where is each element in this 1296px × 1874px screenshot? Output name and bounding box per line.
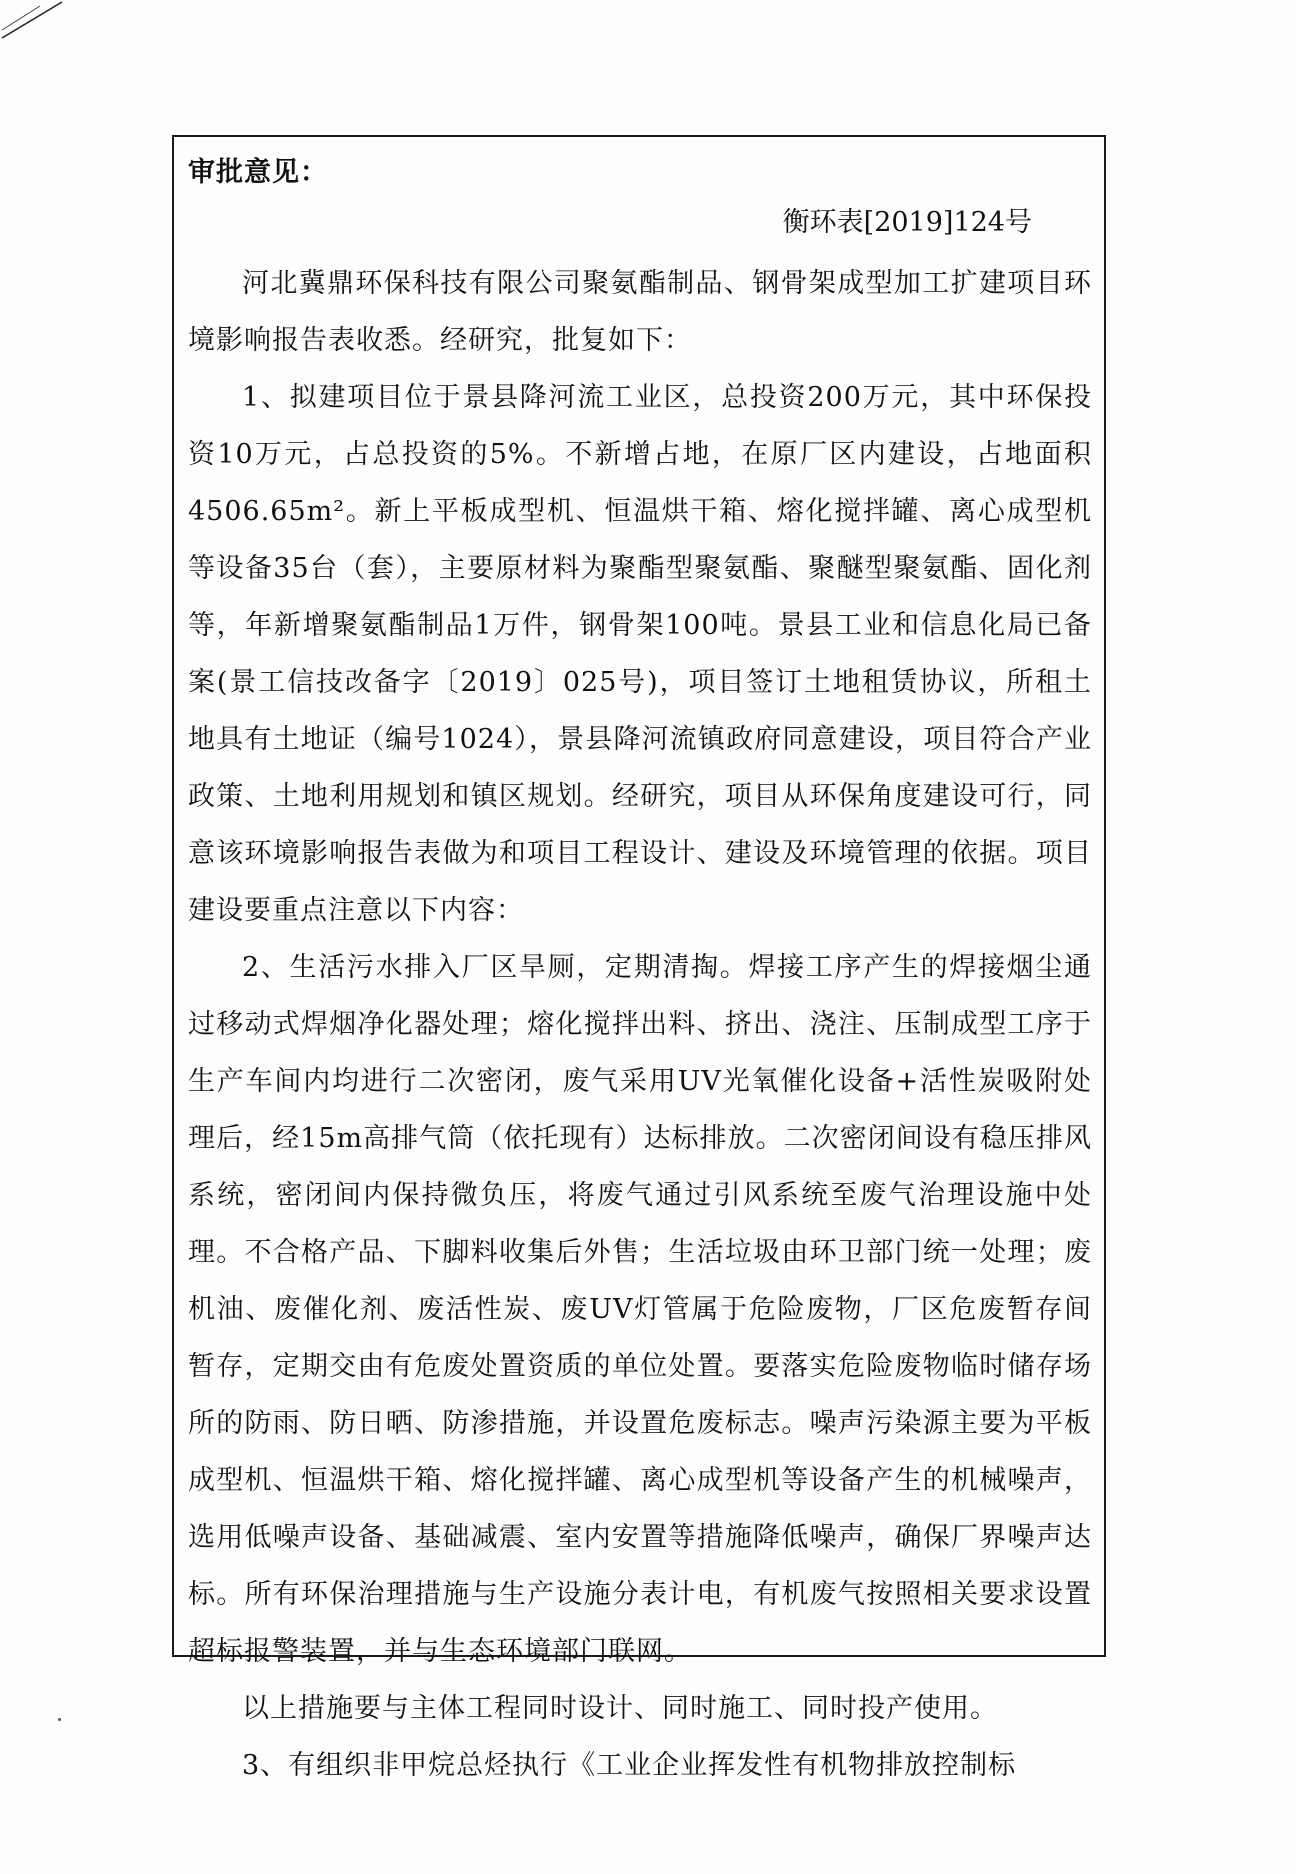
scan-speck xyxy=(58,1718,61,1721)
corner-pen-mark xyxy=(0,0,70,40)
approval-heading: 审批意见： xyxy=(188,157,328,188)
intro-paragraph: 河北冀鼎环保科技有限公司聚氨酯制品、钢骨架成型加工扩建项目环境影响报告表收悉。经研究，批复如下： xyxy=(188,268,1092,356)
item-3-paragraph: 3、有组织非甲烷总烃执行《工业企业挥发性有机物排放控制标 xyxy=(242,1750,1017,1781)
item-1-paragraph: 1、拟建项目位于景县降河流工业区，总投资200万元，其中环保投资10万元，占总投资的5%。不新增占地，在原厂区内建设，占地面积4506.65m²。新上平板成型机、恒温烘干箱、熔化搅拌罐、离心成型机等设备35台（套），主要原材料为聚酯型聚氨酯、聚醚型聚氨酯、固化剂等，年新增聚氨酯制品1万件，钢骨架100吨。景县工业和信息化局已备案(景工信技改备字〔2019〕025号)，项目签订土地租赁协议，所租土地具有土地证（编号1024），景县降河流镇政府同意建设，项目符合产业政策、土地利用规划和镇区规划。经研究，项目从环保角度建设可行，同意该环境影响报告表做为和项目工程设计、建设及环境管理的依据。项目建设要重点注意以下内容： xyxy=(188,382,1092,926)
item-2-paragraph: 2、生活污水排入厂区旱厕，定期清掏。焊接工序产生的焊接烟尘通过移动式焊烟净化器处理；熔化搅拌出料、挤出、浇注、压制成型工序于生产车间内均进行二次密闭，废气采用UV光氧催化设备+活性炭吸附处理后，经15m高排气筒（依托现有）达标排放。二次密闭间设有稳压排风系统，密闭间内保持微负压，将废气通过引风系统至废气治理设施中处理。不合格产品、下脚料收集后外售；生活垃圾由环卫部门统一处理；废机油、废催化剂、废活性炭、废UV灯管属于危险废物，厂区危废暂存间暂存，定期交由有危废处置资质的单位处置。要落实危险废物临时储存场所的防雨、防日晒、防渗措施，并设置危废标志。噪声污染源主要为平板成型机、恒温烘干箱、熔化搅拌罐、离心成型机等设备产生的机械噪声，选用低噪声设备、基础减震、室内安置等措施降低噪声，确保厂界噪声达标。所有环保治理措施与生产设施分表计电，有机废气按照相关要求设置超标报警装置，并与生态环境部门联网。 xyxy=(188,952,1092,1667)
document-number: 衡环表[2019]124号 xyxy=(782,207,1032,238)
approval-opinion-box xyxy=(172,135,1106,1781)
approval-content xyxy=(188,151,1092,1794)
measures-paragraph: 以上措施要与主体工程同时设计、同时施工、同时投产使用。 xyxy=(242,1693,998,1724)
